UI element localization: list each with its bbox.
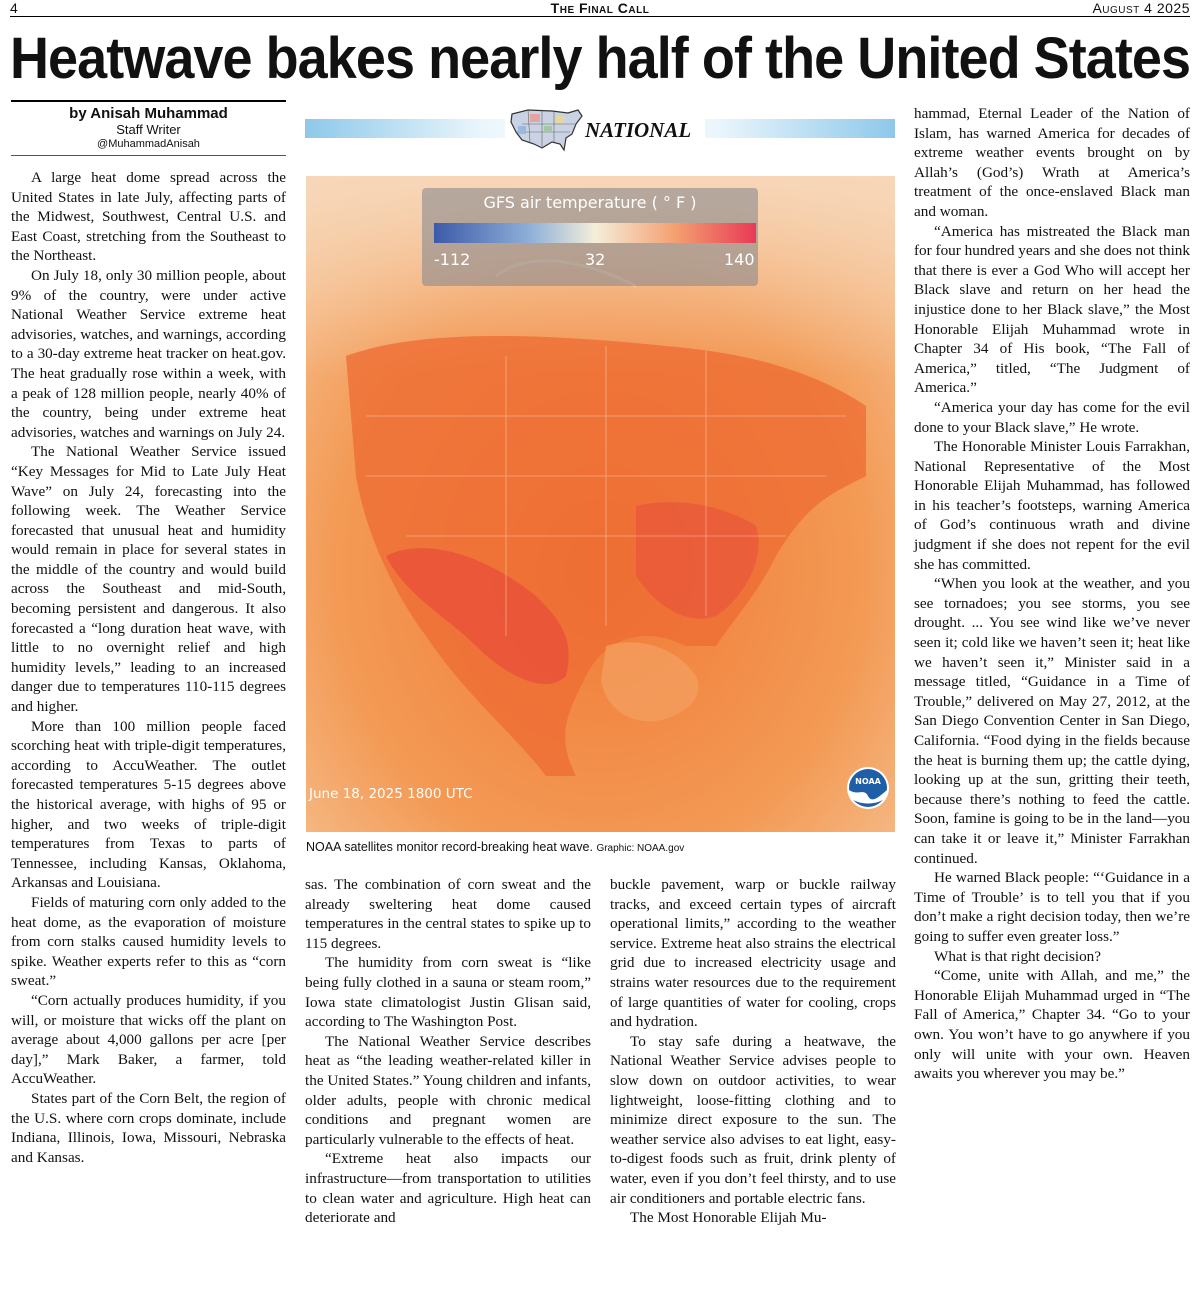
paragraph: On July 18, only 30 million people, about 9% of the country, were under active National Weather Service extreme heat advisories, watches, and warnings, according to a 30-day extreme heat tracker on heat.gov. The heat gradually rose within a week, with a peak of 128 million people, nearly 40% of the country, being under extreme heat advisories, watches and warnings on July 24. [11, 266, 286, 441]
byline-role: Staff Writer [116, 122, 181, 137]
paragraph: buckle pavement, warp or buckle railway tracks, and exceed certain types of aircraft operational limits,” according to the weather service. Extreme heat also strains the electrical grid due to increased electricity usage and strains water resources due to the requirement of large quantities of water for cooling, crops and hydration. [610, 876, 896, 1031]
paragraph: The Honorable Minister Louis Farrakhan, National Representative of the Most Honorable Elijah Muhammad, has followed in his teacher’s footsteps, warning America of God’s continuous wrath and divine judgment if she does not repent for the evil she has committed. [914, 438, 1190, 573]
paragraph: He warned Black people: “‘Guidance in a Time of Trouble’ is to tell you that if you don’t make a right decision today, then we’re going to suffer even greater loss.” [914, 869, 1190, 945]
article-column-1 [11, 168, 286, 1167]
masthead: The Final Call [550, 0, 650, 16]
legend-max-label: 140 [724, 250, 755, 269]
legend-min-label: -112 [434, 250, 471, 269]
paragraph: The National Weather Service issued “Key Messages for Mid to Late July Heat Wave” on July 24, forecasting into the following week. The Weather Service forecasted that unusual heat and humidity would remain in place for several states in the middle of the country and would build across the Southeast and mid-South, becoming persistent and dangerous. It also forecasted a “long duration heat wave, with little to no overnight relief and high humidity levels,” leading to an increased danger due to temperatures 110-115 degrees and higher. [11, 443, 286, 716]
paragraph: Fields of maturing corn only added to the heat dome, as the evaporation of moisture from corn stalks caused humidity levels to spike. Weather experts refer to this as “corn sweat.” [11, 893, 286, 990]
byline-rule [11, 155, 286, 156]
headline: Heatwave bakes nearly half of the United States [10, 26, 1191, 91]
paragraph: More than 100 million people faced scorching heat with triple-digit temperatures, according to AccuWeather. The outlet forecasted temperatures 5-15 degrees above the historical average, with highs of 95 or higher, and two weeks of triple-digit temperatures from Texas to parts of Tennessee, including Kansas, Oklahoma, Arkansas and Louisiana. [11, 717, 286, 892]
page-header [10, 0, 1190, 17]
paragraph: What is that right decision? [934, 947, 1102, 965]
noaa-logo-icon [846, 766, 890, 810]
heat-map-image [306, 176, 895, 832]
page-number: 4 [10, 0, 18, 16]
paragraph: hammad, Eternal Leader of the Nation of Islam, has warned America for decades of extreme weather events brought on by Allah’s (God’s) Wrath at America’s treatment of the once-enslaved Black man and woman. [914, 105, 1190, 220]
byline [11, 100, 286, 156]
article-column-2 [305, 875, 591, 1228]
paragraph: The National Weather Service describes heat as “the leading weather-related killer in the United States.” Young children and infants, older adults, people with chronic medical conditions and pregnant women are particularly vulnerable to the effects of heat. [305, 1032, 591, 1148]
noaa-logo-text: NOAA [855, 777, 881, 786]
map-timestamp: June 18, 2025 1800 UTC [309, 786, 473, 802]
paragraph: “America has mistreated the Black man for four hundred years and she does not think that there is ever a God Who will accept her Black slave and return on her head the injustice done to her Black slave,” the Most Honorable Elijah Muhammad wrote in Chapter 34 of His book, “The Fall of America,” titled, “The Judgment of America.” [914, 222, 1190, 397]
paragraph: A large heat dome spread across the United States in late July, affecting parts of the Midwest, Southwest, Central U.S. and East Coast, stretching from the Southeast to the Northeast. [11, 169, 286, 265]
paragraph: States part of the Corn Belt, the region of the U.S. where corn crops dominate, include Indiana, Illinois, Iowa, Missouri, Nebraska and Kansas. [11, 1089, 286, 1166]
byline-author: by Anisah Muhammad [69, 105, 228, 122]
legend-mid-label: 32 [585, 250, 606, 269]
paragraph: sas. The combination of corn sweat and the already sweltering heat dome caused temperatures in the central states to spike up to 115 degrees. [305, 876, 591, 952]
us-map-icon [508, 104, 586, 160]
paragraph: “Come, unite with Allah, and me,” the Honorable Elijah Muhammad urged in “The Fall of America,” Chapter 34. “Go to your own. You won’t have to go anywhere if you only will unite with your own. Heaven awaits you wherever you may be.” [914, 967, 1190, 1083]
article-column-3 [610, 875, 896, 1228]
article-column-4 [914, 104, 1190, 1084]
caption-credit: Graphic: NOAA.gov [596, 843, 685, 854]
figure-caption [306, 839, 896, 857]
issue-date: August 4 2025 [1092, 0, 1190, 16]
section-label: NATIONAL [585, 118, 692, 142]
paragraph: To stay safe during a heatwave, the National Weather Service advises people to slow down on outdoor activities, to wear lightweight, loose-fitting clothing and to minimize direct exposure to the sun. The weather service also advises to eat light, easy-to-digest foods such as fruit, drink plenty of water, even if you don’t feel thirsty, and to use air conditioners and portable electric fans. [610, 1032, 896, 1207]
paragraph: “Corn actually produces humidity, if you will, or moisture that wicks off the plant on average about 4,000 gallons per acre [per day],” Mark Baker, a farmer, told AccuWeather. [11, 991, 286, 1088]
paragraph: “America your day has come for the evil done to your Black slave,” He wrote. [914, 398, 1190, 436]
legend-title: GFS air temperature ( ° F ) [483, 193, 697, 212]
byline-handle: @MuhammadAnisah [97, 138, 200, 150]
caption-text: NOAA satellites monitor record-breaking heat wave. [306, 840, 593, 854]
paragraph: The humidity from corn sweat is “like being fully clothed in a sauna or steam room,” Iowa state climatologist Justin Glisan said, according to The Washington Post. [305, 954, 591, 1031]
paragraph: The Most Honorable Elijah Mu- [630, 1209, 827, 1227]
paragraph: “Extreme heat also impacts our infrastructure—from transportation to utilities to clean water and agriculture. High heat can deteriorate and [305, 1150, 591, 1227]
paragraph: “When you look at the weather, and you see tornadoes; you see storms, you see drought. ... You see wind like we’ve never seen it; cold like we haven’t seen it; heat like we haven’t seen it,” Minister said in a message titled, “Guidance in a Time of Trouble,” delivered on May 27, 2012, at the San Diego Convention Center in San Diego, California. “Food dying in the fields because the heat is burning them up; the cattle dying, looking up at the sun, gritting their teeth, because there’s nothing to feed the cattle. Soon, famine is going to be in the land—you can take it or leave it,” Minister Farrakhan continued. [914, 575, 1190, 867]
